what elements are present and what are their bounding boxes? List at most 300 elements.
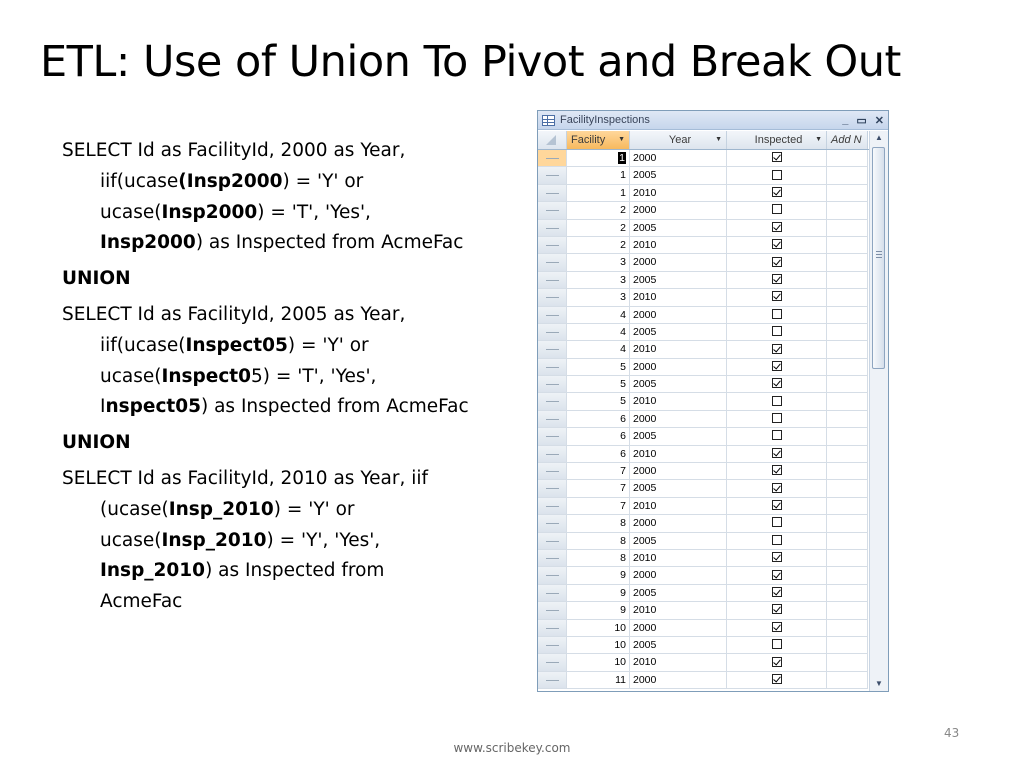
year-cell[interactable]: 2000	[630, 515, 727, 532]
sql-block-2000	[62, 136, 472, 259]
sql-block-2010	[62, 464, 472, 618]
inspected-checkbox[interactable]	[772, 222, 782, 232]
facility-cell[interactable]	[567, 515, 630, 532]
facility-value: 9	[620, 586, 626, 599]
facility-cell[interactable]	[567, 272, 630, 289]
facility-cell[interactable]	[567, 150, 630, 167]
inspected-cell	[727, 307, 827, 324]
year-cell[interactable]: 2010	[630, 185, 727, 202]
add-new-cell[interactable]	[827, 567, 868, 584]
inspected-checkbox[interactable]	[772, 344, 782, 354]
table-row[interactable]	[538, 272, 888, 289]
table-row[interactable]	[538, 480, 888, 497]
facility-value: 1	[620, 186, 626, 199]
sql-bold-field: Insp_2010	[100, 560, 206, 582]
inspected-cell	[727, 515, 827, 532]
inspected-cell	[727, 254, 827, 271]
row-selector[interactable]	[538, 167, 567, 184]
inspected-checkbox[interactable]	[772, 413, 782, 423]
inspected-cell	[727, 533, 827, 550]
year-cell[interactable]: 2005	[630, 272, 727, 289]
facility-value: 10	[614, 656, 626, 669]
inspected-cell	[727, 324, 827, 341]
sql-text-segment: SELECT Id as FacilityId, 2010 as Year, iif (ucase(	[62, 467, 429, 520]
year-cell[interactable]: 2005	[630, 167, 727, 184]
sql-bold-field: Inspect05	[185, 334, 288, 356]
sql-bold-field: Insp_2010	[161, 529, 267, 551]
inspected-checkbox[interactable]	[772, 517, 782, 527]
inspected-cell	[727, 585, 827, 602]
facility-value: 8	[620, 517, 626, 530]
facility-cell[interactable]	[567, 602, 630, 619]
facility-value: 2	[620, 221, 626, 234]
minimize-icon[interactable]: _	[842, 113, 849, 126]
year-cell[interactable]: 2010	[630, 446, 727, 463]
inspected-checkbox[interactable]	[772, 570, 782, 580]
add-new-cell[interactable]	[827, 341, 868, 358]
scroll-down-icon[interactable]: ▼	[875, 679, 883, 688]
year-cell[interactable]: 2000	[630, 411, 727, 428]
year-cell[interactable]: 2000	[630, 463, 727, 480]
sql-text-segment: ) = 'Y' or ucase(	[100, 334, 369, 387]
table-row[interactable]	[538, 185, 888, 202]
row-selector[interactable]	[538, 359, 567, 376]
row-selector[interactable]	[538, 446, 567, 463]
row-selector[interactable]	[538, 376, 567, 393]
header-row	[538, 131, 888, 150]
facility-cell[interactable]	[567, 533, 630, 550]
dropdown-arrow-icon[interactable]: ▼	[815, 136, 822, 143]
facility-cell[interactable]	[567, 341, 630, 358]
year-cell[interactable]: 2005	[630, 324, 727, 341]
facility-cell[interactable]	[567, 393, 630, 410]
dropdown-arrow-icon[interactable]: ▼	[715, 136, 722, 143]
window-titlebar[interactable]	[538, 111, 888, 130]
add-new-cell[interactable]	[827, 533, 868, 550]
row-selector[interactable]	[538, 150, 567, 167]
year-cell[interactable]: 2000	[630, 202, 727, 219]
year-cell[interactable]: 2010	[630, 654, 727, 671]
year-cell[interactable]: 2010	[630, 393, 727, 410]
inspected-cell	[727, 654, 827, 671]
table-row[interactable]	[538, 533, 888, 550]
facility-value: 2	[620, 238, 626, 251]
inspected-cell	[727, 480, 827, 497]
add-new-cell[interactable]	[827, 411, 868, 428]
add-new-cell[interactable]	[827, 602, 868, 619]
add-new-cell[interactable]	[827, 359, 868, 376]
table-row[interactable]	[538, 237, 888, 254]
inspected-cell	[727, 620, 827, 637]
table-row[interactable]	[538, 654, 888, 671]
column-label: Facility	[571, 134, 606, 146]
inspected-cell	[727, 446, 827, 463]
year-cell[interactable]: 2005	[630, 428, 727, 445]
add-new-cell[interactable]	[827, 480, 868, 497]
facility-cell[interactable]	[567, 376, 630, 393]
year-cell[interactable]: 2005	[630, 480, 727, 497]
inspected-checkbox[interactable]	[772, 239, 782, 249]
table-row[interactable]	[538, 393, 888, 410]
inspected-cell	[727, 550, 827, 567]
vertical-scrollbar[interactable]	[869, 131, 888, 691]
year-cell[interactable]: 2000	[630, 254, 727, 271]
facility-cell[interactable]	[567, 498, 630, 515]
table-row[interactable]	[538, 341, 888, 358]
inspected-cell	[727, 567, 827, 584]
inspected-cell	[727, 202, 827, 219]
table-row[interactable]	[538, 289, 888, 306]
table-row[interactable]	[538, 324, 888, 341]
facility-value: 6	[620, 412, 626, 425]
slide-title: ETL: Use of Union To Pivot and Break Out	[40, 37, 901, 87]
table-row[interactable]	[538, 167, 888, 184]
datasheet-grid	[538, 131, 888, 689]
inspected-cell	[727, 428, 827, 445]
facility-cell[interactable]	[567, 289, 630, 306]
row-selector[interactable]	[538, 411, 567, 428]
table-row[interactable]	[538, 307, 888, 324]
inspected-checkbox[interactable]	[772, 291, 782, 301]
facility-value: 9	[620, 569, 626, 582]
facility-value: 8	[620, 551, 626, 564]
facility-value: 5	[620, 360, 626, 373]
facility-value: 10	[614, 621, 626, 634]
row-selector[interactable]	[538, 220, 567, 237]
row-selector[interactable]	[538, 202, 567, 219]
facility-cell[interactable]	[567, 185, 630, 202]
table-row[interactable]	[538, 567, 888, 584]
inspected-checkbox[interactable]	[772, 622, 782, 632]
inspected-cell	[727, 411, 827, 428]
inspected-cell	[727, 393, 827, 410]
table-row[interactable]	[538, 150, 888, 167]
table-row[interactable]	[538, 411, 888, 428]
add-new-cell[interactable]	[827, 202, 868, 219]
facility-cell[interactable]	[567, 202, 630, 219]
facility-cell[interactable]	[567, 463, 630, 480]
inspected-checkbox[interactable]	[772, 587, 782, 597]
year-cell[interactable]: 2010	[630, 602, 727, 619]
add-new-cell[interactable]	[827, 220, 868, 237]
sql-text-segment: 5) = 'T', 'Yes', I	[100, 365, 377, 418]
inspected-checkbox[interactable]	[772, 204, 782, 214]
add-new-cell[interactable]	[827, 150, 868, 167]
table-row[interactable]	[538, 376, 888, 393]
add-new-cell[interactable]	[827, 463, 868, 480]
facility-value: 3	[620, 256, 626, 269]
inspected-cell	[727, 220, 827, 237]
facility-cell[interactable]	[567, 654, 630, 671]
close-icon[interactable]: ✕	[874, 114, 884, 127]
inspected-cell	[727, 359, 827, 376]
facility-cell[interactable]	[567, 637, 630, 654]
year-cell[interactable]: 2005	[630, 220, 727, 237]
sql-text-segment: SELECT Id as FacilityId, 2005 as Year, iif(ucase(	[62, 303, 406, 356]
add-new-cell[interactable]	[827, 637, 868, 654]
inspected-checkbox[interactable]	[772, 309, 782, 319]
row-selector[interactable]	[538, 637, 567, 654]
row-selector[interactable]	[538, 254, 567, 271]
table-row[interactable]	[538, 220, 888, 237]
facility-cell[interactable]	[567, 550, 630, 567]
page-number: 43	[944, 726, 960, 740]
row-selector[interactable]	[538, 620, 567, 637]
table-row[interactable]	[538, 463, 888, 480]
inspected-checkbox[interactable]	[772, 657, 782, 667]
year-cell[interactable]: 2005	[630, 533, 727, 550]
inspected-cell	[727, 289, 827, 306]
sql-bold-field: nspect05	[105, 396, 201, 418]
datasheet-window	[537, 110, 889, 692]
facility-value: 8	[620, 534, 626, 547]
year-cell[interactable]: 2010	[630, 289, 727, 306]
grip-icon	[876, 251, 882, 258]
table-row[interactable]	[538, 620, 888, 637]
inspected-checkbox[interactable]	[772, 535, 782, 545]
inspected-checkbox[interactable]	[772, 430, 782, 440]
inspected-checkbox[interactable]	[772, 500, 782, 510]
column-header-year[interactable]	[630, 131, 727, 149]
dropdown-arrow-icon[interactable]: ▼	[618, 136, 625, 143]
row-selector[interactable]	[538, 585, 567, 602]
facility-value: 10	[614, 638, 626, 651]
inspected-checkbox[interactable]	[772, 361, 782, 371]
row-selector[interactable]	[538, 654, 567, 671]
add-new-cell[interactable]	[827, 185, 868, 202]
sql-text-segment: SELECT Id as FacilityId, 2000 as Year, iif(ucase	[62, 140, 406, 192]
year-cell[interactable]: 2010	[630, 341, 727, 358]
facility-cell[interactable]	[567, 237, 630, 254]
union-keyword: UNION	[62, 432, 131, 454]
sql-bold-field: Inspect0	[161, 365, 252, 387]
add-new-cell[interactable]	[827, 167, 868, 184]
facility-value: 1	[619, 152, 625, 164]
add-new-cell[interactable]	[827, 672, 868, 689]
year-cell[interactable]: 2000	[630, 620, 727, 637]
add-new-cell[interactable]	[827, 428, 868, 445]
inspected-checkbox[interactable]	[772, 152, 782, 162]
facility-value: 7	[620, 465, 626, 478]
inspected-cell	[727, 463, 827, 480]
table-row[interactable]	[538, 446, 888, 463]
table-row[interactable]	[538, 428, 888, 445]
facility-cell[interactable]	[567, 220, 630, 237]
inspected-cell	[727, 185, 827, 202]
inspected-checkbox[interactable]	[772, 448, 782, 458]
sql-text-segment: ) as Inspected from AcmeFac	[100, 560, 385, 613]
year-cell[interactable]: 2010	[630, 498, 727, 515]
year-cell[interactable]: 2000	[630, 359, 727, 376]
select-all-corner[interactable]	[538, 131, 567, 149]
row-selector[interactable]	[538, 515, 567, 532]
add-new-cell[interactable]	[827, 585, 868, 602]
add-new-cell[interactable]	[827, 654, 868, 671]
table-row[interactable]	[538, 637, 888, 654]
facility-value: 5	[620, 378, 626, 391]
column-header-inspected[interactable]	[727, 131, 827, 149]
year-cell[interactable]: 2005	[630, 376, 727, 393]
row-selector[interactable]	[538, 463, 567, 480]
inspected-checkbox[interactable]	[772, 170, 782, 180]
facility-value: 2	[620, 204, 626, 217]
inspected-checkbox[interactable]	[772, 257, 782, 267]
inspected-checkbox[interactable]	[772, 326, 782, 336]
add-new-cell[interactable]	[827, 376, 868, 393]
sql-text-segment: ) = 'Y' or ucase(	[100, 498, 355, 551]
row-selector[interactable]	[538, 672, 567, 689]
datasheet-rows	[538, 150, 888, 689]
sql-text-segment: ) = 'Y' or ucase(	[100, 170, 364, 223]
sql-text-segment: ) as Inspected from AcmeFac	[201, 396, 469, 418]
facility-cell[interactable]	[567, 428, 630, 445]
inspected-checkbox[interactable]	[772, 483, 782, 493]
row-selector[interactable]	[538, 393, 567, 410]
sql-text-segment: ) = 'T', 'Yes',	[257, 201, 371, 223]
add-new-cell[interactable]	[827, 620, 868, 637]
row-selector[interactable]	[538, 237, 567, 254]
inspected-checkbox[interactable]	[772, 674, 782, 684]
facility-value: 7	[620, 499, 626, 512]
footer-url: www.scribekey.com	[453, 741, 571, 755]
inspected-cell	[727, 167, 827, 184]
facility-value: 9	[620, 604, 626, 617]
row-selector[interactable]	[538, 272, 567, 289]
inspected-cell	[727, 150, 827, 167]
year-cell[interactable]: 2010	[630, 237, 727, 254]
inspected-cell	[727, 272, 827, 289]
facility-cell[interactable]	[567, 254, 630, 271]
inspected-cell	[727, 376, 827, 393]
inspected-checkbox[interactable]	[772, 396, 782, 406]
inspected-cell	[727, 237, 827, 254]
add-new-cell[interactable]	[827, 393, 868, 410]
row-selector[interactable]	[538, 498, 567, 515]
sql-bold-field: Insp2000	[161, 201, 258, 223]
union-keyword: UNION	[62, 268, 131, 290]
inspected-cell	[727, 672, 827, 689]
add-new-cell[interactable]	[827, 289, 868, 306]
table-row[interactable]	[538, 498, 888, 515]
inspected-cell	[727, 498, 827, 515]
facility-cell[interactable]	[567, 324, 630, 341]
row-selector[interactable]	[538, 533, 567, 550]
facility-value: 4	[620, 343, 626, 356]
scrollbar-thumb[interactable]	[872, 147, 885, 369]
sql-text-segment: ) = 'Y', 'Yes',	[266, 529, 381, 551]
window-controls	[842, 114, 884, 127]
year-cell[interactable]: 2000	[630, 567, 727, 584]
facility-value: 1	[620, 169, 626, 182]
facility-cell[interactable]	[567, 567, 630, 584]
inspected-checkbox[interactable]	[772, 639, 782, 649]
row-selector[interactable]	[538, 567, 567, 584]
table-row[interactable]	[538, 550, 888, 567]
facility-cell[interactable]	[567, 446, 630, 463]
facility-value: 5	[620, 395, 626, 408]
inspected-checkbox[interactable]	[772, 604, 782, 614]
table-row[interactable]	[538, 585, 888, 602]
year-cell[interactable]: 2000	[630, 150, 727, 167]
row-selector[interactable]	[538, 550, 567, 567]
facility-cell[interactable]	[567, 620, 630, 637]
add-new-cell[interactable]	[827, 550, 868, 567]
sql-bold-field: Insp2000	[100, 232, 196, 254]
column-label: Inspected	[754, 134, 803, 146]
table-row[interactable]	[538, 254, 888, 271]
add-new-cell[interactable]	[827, 254, 868, 271]
row-selector[interactable]	[538, 185, 567, 202]
year-cell[interactable]: 2000	[630, 307, 727, 324]
column-header-facility[interactable]	[567, 131, 630, 149]
inspected-checkbox[interactable]	[772, 378, 782, 388]
inspected-checkbox[interactable]	[772, 465, 782, 475]
facility-value: 3	[620, 291, 626, 304]
facility-value: 11	[615, 673, 626, 686]
year-cell[interactable]: 2005	[630, 637, 727, 654]
facility-cell[interactable]	[567, 359, 630, 376]
window-title: FacilityInspections	[560, 114, 650, 126]
sql-text	[62, 136, 472, 623]
inspected-cell	[727, 637, 827, 654]
row-selector[interactable]	[538, 307, 567, 324]
table-row[interactable]	[538, 672, 888, 689]
facility-cell[interactable]	[567, 411, 630, 428]
table-row[interactable]	[538, 202, 888, 219]
sql-bold-field: (Insp2000	[178, 170, 283, 192]
row-selector[interactable]	[538, 602, 567, 619]
table-row[interactable]	[538, 602, 888, 619]
table-row[interactable]	[538, 359, 888, 376]
year-cell[interactable]: 2005	[630, 585, 727, 602]
year-cell[interactable]: 2010	[630, 550, 727, 567]
inspected-checkbox[interactable]	[772, 274, 782, 284]
inspected-cell	[727, 602, 827, 619]
add-new-cell[interactable]	[827, 515, 868, 532]
facility-cell[interactable]	[567, 167, 630, 184]
row-selector[interactable]	[538, 480, 567, 497]
add-new-cell[interactable]	[827, 307, 868, 324]
row-selector[interactable]	[538, 289, 567, 306]
table-icon	[542, 115, 555, 126]
facility-cell[interactable]	[567, 307, 630, 324]
facility-value: 4	[620, 308, 626, 321]
row-selector[interactable]	[538, 341, 567, 358]
year-cell[interactable]: 2000	[630, 672, 727, 689]
table-row[interactable]	[538, 515, 888, 532]
row-selector[interactable]	[538, 428, 567, 445]
row-selector[interactable]	[538, 324, 567, 341]
facility-cell[interactable]	[567, 672, 630, 689]
facility-cell[interactable]	[567, 585, 630, 602]
column-label: Year	[668, 134, 692, 146]
scroll-up-icon[interactable]: ▲	[875, 133, 883, 142]
column-header-add-new[interactable]: Add N	[827, 131, 868, 149]
add-new-cell[interactable]	[827, 446, 868, 463]
add-new-cell[interactable]	[827, 324, 868, 341]
facility-value: 4	[620, 325, 626, 338]
add-new-cell[interactable]	[827, 237, 868, 254]
facility-cell[interactable]	[567, 480, 630, 497]
sql-bold-field: Insp_2010	[168, 498, 274, 520]
add-new-cell[interactable]	[827, 498, 868, 515]
sql-block-2005	[62, 300, 472, 423]
inspected-checkbox[interactable]	[772, 187, 782, 197]
add-new-cell[interactable]	[827, 272, 868, 289]
maximize-icon[interactable]: ▭	[856, 114, 867, 127]
inspected-cell	[727, 341, 827, 358]
inspected-checkbox[interactable]	[772, 552, 782, 562]
